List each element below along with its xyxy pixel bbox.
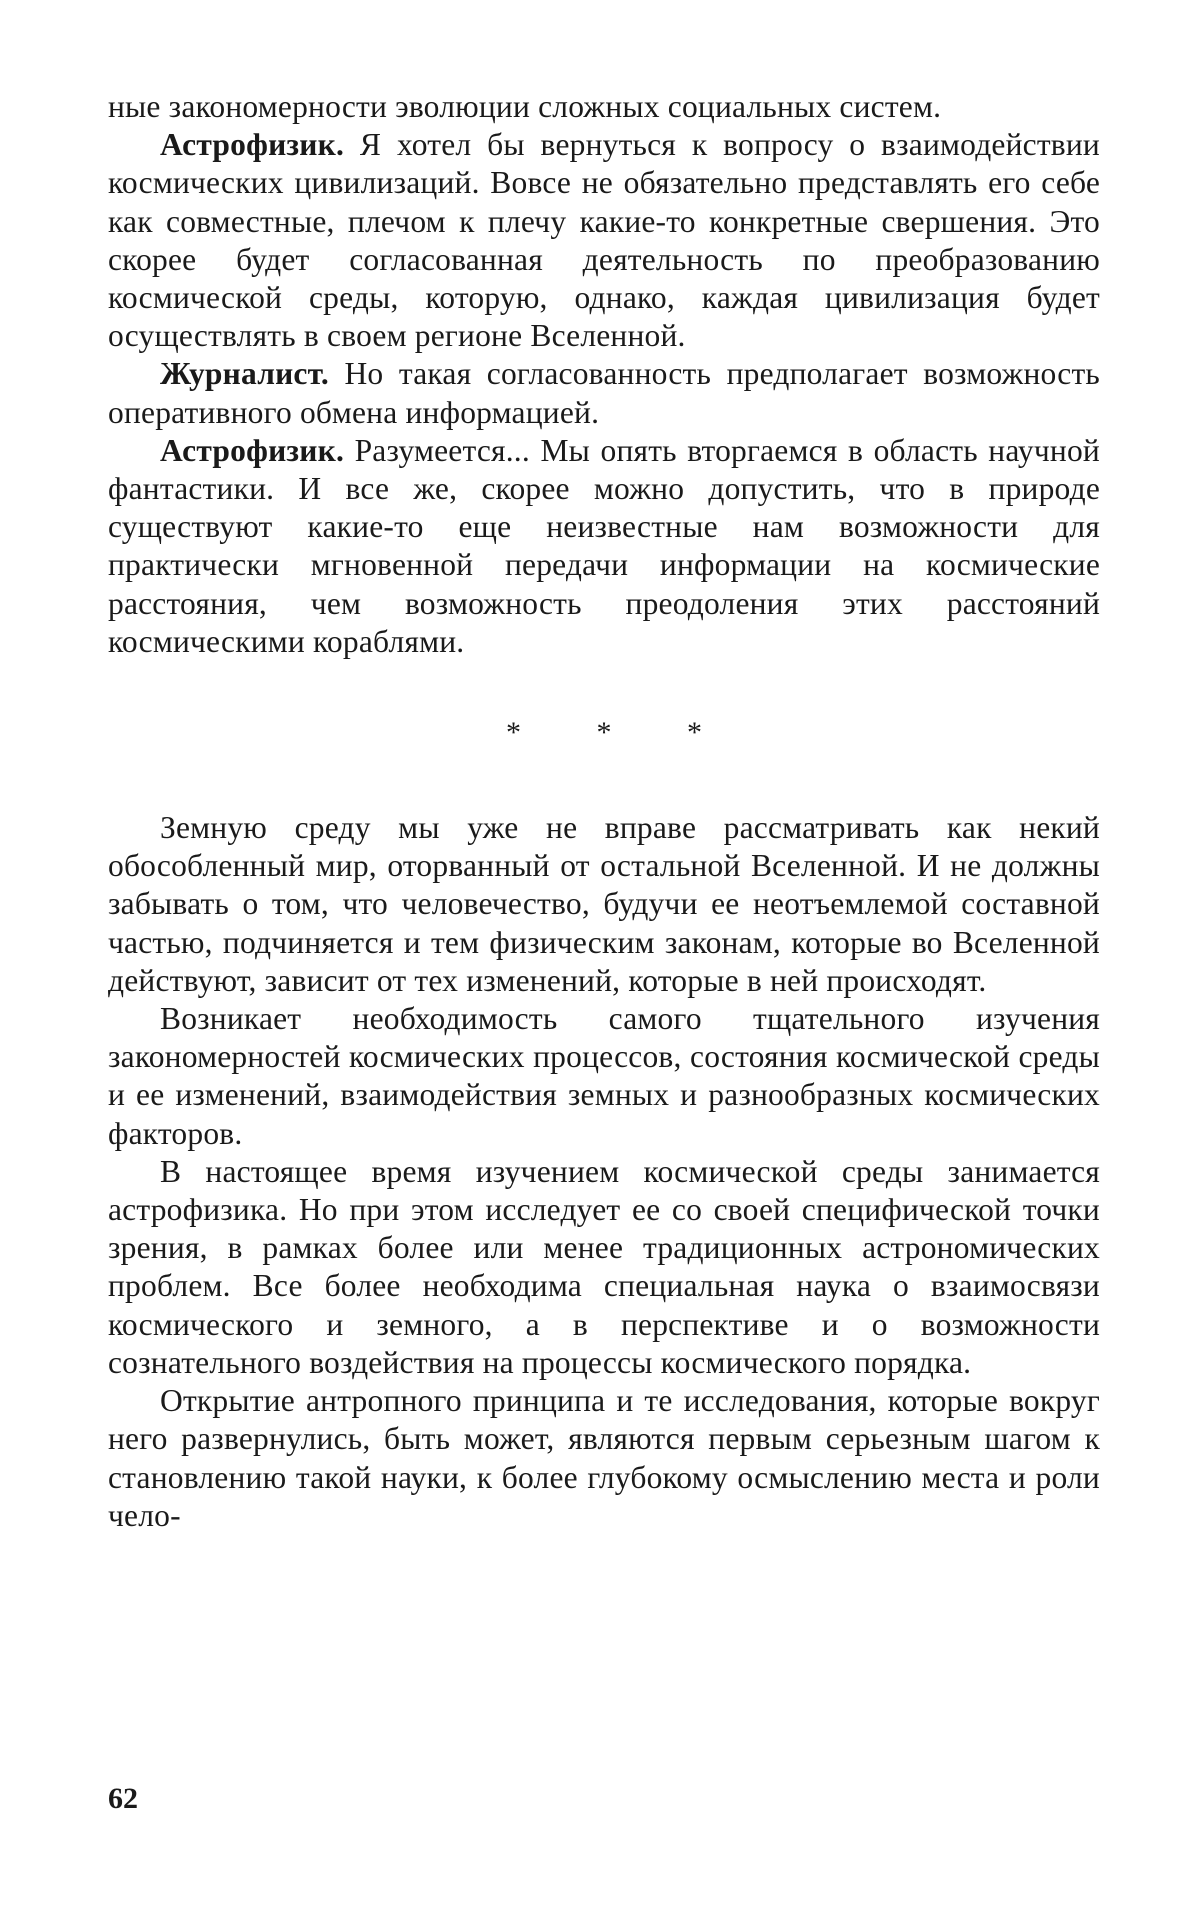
- dialogue-paragraph-astrophysicist-1: [108, 126, 1100, 355]
- page-number: 62: [108, 1782, 138, 1815]
- essay-paragraph-3: В настоящее время изучением космической среды занимается астрофизика. Но при этом исследует ее со своей специфической точки зрения, в рамках более или менее традиционных астрономических проблем. Все более необходима специальная наука о взаимосвязи космического и земного, а в перспективе и о возможности сознательного воздействия на процессы космического порядка.: [108, 1153, 1100, 1380]
- section-divider: * * *: [506, 716, 736, 750]
- dialogue-paragraph-astrophysicist-2: [108, 432, 1100, 661]
- dialogue-text: Но такая согласованность предполагает возможность оперативного обмена информацией.: [108, 356, 1100, 430]
- continuation-paragraph: ные закономерности эволюции сложных социальных систем.: [108, 89, 942, 124]
- speaker-label: Астрофизик.: [160, 127, 345, 163]
- speaker-label: Астрофизик.: [160, 432, 345, 468]
- essay-paragraph-4: Открытие антропного принципа и те исследования, которые вокруг него развернулись, быть может, являются первым серьезным шагом к становлению такой науки, к более глубокому осмыслению места и роли чело-: [108, 1383, 1100, 1533]
- page-body: [108, 88, 1100, 1535]
- essay-paragraph-1: Земную среду мы уже не вправе рассматривать как некий обособленный мир, оторванный от остальной Вселенной. И не должны забывать о том, что человечество, будучи ее неотъемлемой составной частью, подчиняется и тем физическим законам, которые во Вселенной действуют, зависит от тех изменений, которые в ней происходят.: [108, 810, 1100, 998]
- essay-paragraph-2: Возникает необходимость самого тщательного изучения закономерностей космических процессов, состояния космической среды и ее изменений, взаимодействия земных и разнообразных космических факторов.: [108, 1001, 1100, 1151]
- speaker-label: Журналист.: [160, 356, 329, 392]
- dialogue-paragraph-journalist: [108, 355, 1100, 431]
- dialogue-text: Я хотел бы вернуться к вопросу о взаимодействии космических цивилизаций. Вовсе не обязательно представлять его себе как совместные, плечом к плечу какие-то конкретные свершения. Это скорее будет согласованная деятельность по преобразованию космической среды, которую, однако, каждая цивилизация будет осуществлять в своем регионе Вселенной.: [108, 127, 1100, 354]
- dialogue-text: Разумеется... Мы опять вторгаемся в область научной фантастики. И все же, скорее можно допустить, что в природе существуют какие-то еще неизвестные нам возможности для практически мгновенной передачи информации на космические расстояния, чем возможность преодоления этих расстояний космическими кораблями.: [108, 432, 1100, 659]
